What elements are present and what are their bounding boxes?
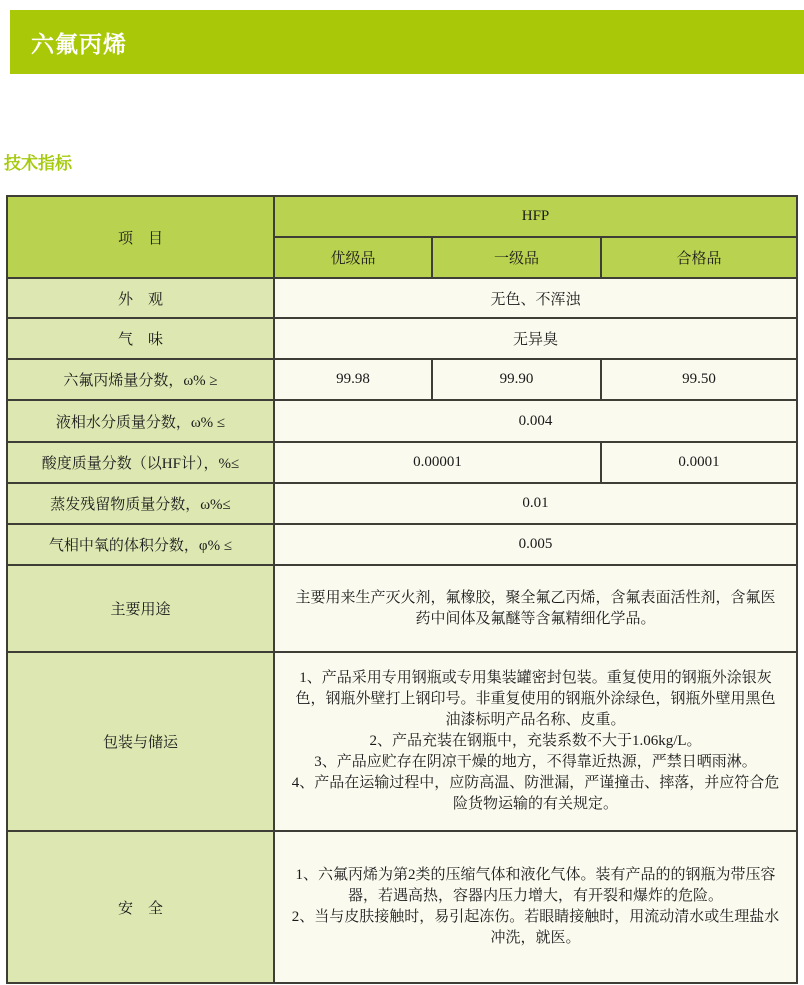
- table-row: [7, 442, 797, 483]
- safety-line-1: 1、六氟丙烯为第2类的压缩气体和液化气体。装有产品的的钢瓶为带压容器，若遇高热，容器内压力增大，有开裂和爆炸的危险。: [295, 867, 776, 904]
- acidity-value-premium-first: 0.00001: [274, 442, 601, 483]
- appearance-label: 外 观: [7, 278, 274, 318]
- residue-value: 0.01: [274, 483, 797, 524]
- acidity-label: 酸度质量分数（以HF计），%≤: [7, 442, 274, 483]
- table-row: [7, 318, 797, 359]
- hfp-fraction-premium: 99.98: [274, 359, 432, 400]
- packaging-line-3: 3、产品应贮存在阴凉干燥的地方，不得靠近热源，严禁日晒雨淋。: [314, 754, 757, 770]
- table-row: [7, 483, 797, 524]
- safety-text: [274, 831, 797, 983]
- main-use-text: 主要用来生产灭火剂，氟橡胶，聚全氟乙丙烯，含氟表面活性剂，含氟医药中间体及氟醚等含氟精细化学品。: [274, 565, 797, 652]
- packaging-line-1: 1、产品采用专用钢瓶或专用集装罐密封包装。重复使用的钢瓶外涂银灰色，钢瓶外壁打上钢印号。非重复使用的钢瓶外涂绿色，钢瓶外壁用黑色油漆标明产品名称、皮重。: [295, 670, 776, 728]
- technical-specs-table: [6, 195, 798, 984]
- hfp-fraction-qualified: 99.50: [601, 359, 797, 400]
- appearance-value: 无色、不浑浊: [274, 278, 797, 318]
- table-row: [7, 196, 797, 237]
- acidity-value-qualified: 0.0001: [601, 442, 797, 483]
- oxygen-value: 0.005: [274, 524, 797, 565]
- odor-label: 气 味: [7, 318, 274, 359]
- table-row: [7, 831, 797, 983]
- table-row: [7, 524, 797, 565]
- table-row: [7, 400, 797, 442]
- table-row: [7, 359, 797, 400]
- section-heading-technical-specs: 技术指标: [4, 154, 72, 173]
- packaging-line-4: 4、产品在运输过程中，应防高温、防泄漏，严谨撞击、摔落，并应符合危险货物运输的有关规定。: [291, 775, 780, 812]
- table-row: [7, 652, 797, 831]
- page-title: 六氟丙烯: [31, 30, 127, 57]
- safety-label: 安 全: [7, 831, 274, 983]
- hfp-fraction-label: 六氟丙烯量分数，ω% ≥: [7, 359, 274, 400]
- residue-label: 蒸发残留物质量分数，ω%≤: [7, 483, 274, 524]
- packaging-label: 包装与储运: [7, 652, 274, 831]
- product-header-cell: HFP: [274, 196, 797, 237]
- packaging-line-2: 2、产品充装在钢瓶中，充装系数不大于1.06kg/L。: [369, 733, 702, 749]
- water-value: 0.004: [274, 400, 797, 442]
- packaging-text: [274, 652, 797, 831]
- odor-value: 无异臭: [274, 318, 797, 359]
- item-header-cell: 项 目: [7, 196, 274, 278]
- grade-header-qualified: 合格品: [601, 237, 797, 278]
- main-use-label: 主要用途: [7, 565, 274, 652]
- page-title-banner: [10, 10, 804, 74]
- safety-line-2: 2、当与皮肤接触时，易引起冻伤。若眼睛接触时，用流动清水或生理盐水冲洗，就医。: [291, 909, 780, 946]
- table-row: [7, 278, 797, 318]
- table-row: [7, 565, 797, 652]
- water-label: 液相水分质量分数，ω% ≤: [7, 400, 274, 442]
- grade-header-premium: 优级品: [274, 237, 432, 278]
- grade-header-first: 一级品: [432, 237, 601, 278]
- hfp-fraction-first: 99.90: [432, 359, 601, 400]
- oxygen-label: 气相中氧的体积分数，φ% ≤: [7, 524, 274, 565]
